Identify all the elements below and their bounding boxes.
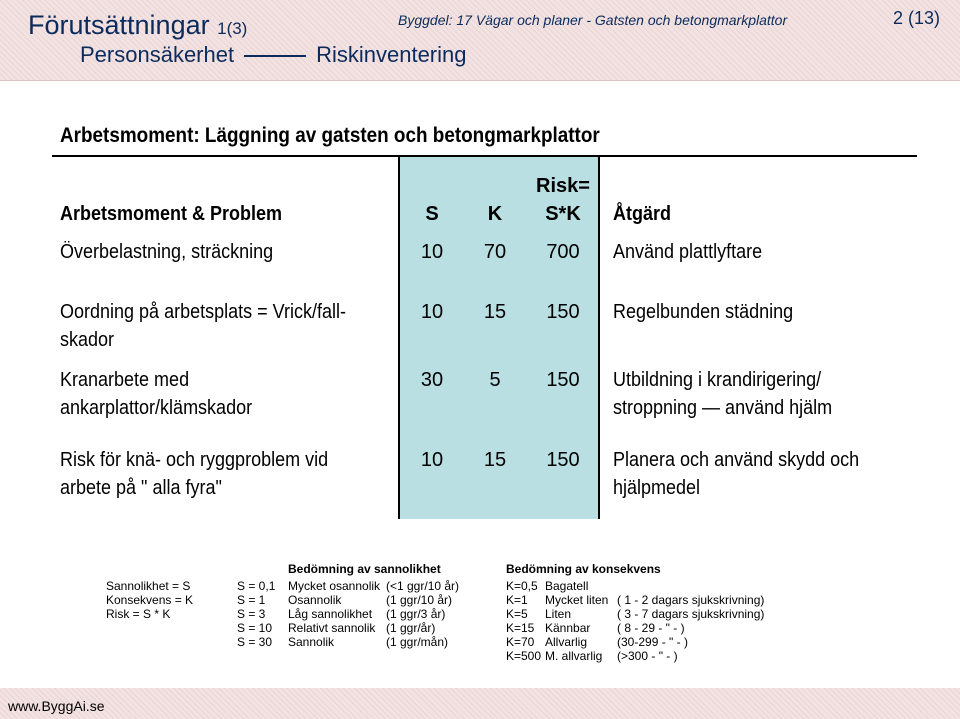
row-s: 30 bbox=[420, 369, 444, 391]
legend-prob-code: S = 30 bbox=[237, 635, 273, 649]
legend-cons-label: Bagatell bbox=[545, 579, 589, 593]
legend-prob-freq: (1 ggr/10 år) bbox=[386, 593, 453, 607]
legend-cons-label: Liten bbox=[545, 607, 572, 621]
row-action-cont: hjälpmedel bbox=[613, 477, 701, 499]
legend-cons-desc: ( 8 - 29 - " - ) bbox=[617, 621, 685, 635]
legend-def: Konsekvens = K bbox=[106, 593, 194, 607]
table-divider-left bbox=[398, 157, 400, 519]
row-action: Utbildning i krandirigering/ bbox=[613, 369, 822, 391]
legend-cons-desc: (30-299 - " - ) bbox=[617, 635, 688, 649]
legend-def: Sannolikhet = S bbox=[106, 579, 191, 593]
table-divider-right bbox=[598, 157, 600, 519]
section-title: Arbetsmoment: Läggning av gatsten och betongmarkplattor bbox=[60, 124, 600, 147]
title-dash bbox=[244, 55, 306, 57]
legend-cons-label: Allvarlig bbox=[545, 635, 588, 649]
title-part: 1(3) bbox=[217, 19, 248, 38]
legend-prob-label: Låg sannolikhet bbox=[288, 607, 373, 621]
legend-cons-code: K=5 bbox=[506, 607, 528, 621]
legend-cons-code: K=1 bbox=[506, 593, 528, 607]
row-action: Regelbunden städning bbox=[613, 301, 794, 323]
header-risk-line1: Risk= bbox=[536, 175, 590, 197]
legend-prob-code: S = 10 bbox=[237, 621, 273, 635]
legend-cons-code: K=500 bbox=[506, 649, 542, 663]
legend-cons-label: Kännbar bbox=[545, 621, 591, 635]
legend-prob-freq: (1 ggr/mån) bbox=[386, 635, 449, 649]
page-footer bbox=[0, 688, 960, 719]
row-risk: 700 bbox=[546, 241, 580, 263]
row-problem: Kranarbete med bbox=[60, 369, 190, 391]
legend-cons-label: Mycket liten bbox=[545, 593, 609, 607]
footer-url[interactable]: www.ByggAi.se bbox=[8, 698, 105, 714]
row-s: 10 bbox=[420, 449, 444, 471]
row-problem-cont: arbete på " alla fyra" bbox=[60, 477, 222, 499]
row-k: 5 bbox=[489, 369, 501, 391]
legend-prob-title: Bedömning av sannolikhet bbox=[288, 562, 441, 576]
row-problem-cont: ankarplattor/klämskador bbox=[60, 397, 253, 419]
row-k: 15 bbox=[483, 301, 507, 323]
legend-prob-label: Osannolik bbox=[288, 593, 342, 607]
row-problem: Överbelastning, sträckning bbox=[60, 241, 274, 263]
header-k: K bbox=[487, 203, 503, 225]
row-action: Planera och använd skydd och bbox=[613, 449, 860, 471]
title-line2-b: Riskinventering bbox=[316, 42, 467, 67]
legend-cons-label: M. allvarlig bbox=[545, 649, 603, 663]
legend-def: Risk = S * K bbox=[106, 607, 171, 621]
legend-prob-freq: (<1 ggr/10 år) bbox=[386, 579, 460, 593]
legend-cons-desc: (>300 - " - ) bbox=[617, 649, 678, 663]
header-s: S bbox=[425, 203, 439, 225]
row-problem: Risk för knä- och ryggproblem vid bbox=[60, 449, 329, 471]
row-risk: 150 bbox=[546, 449, 580, 471]
header-problem: Arbetsmoment & Problem bbox=[60, 203, 283, 225]
legend-cons-code: K=0,5 bbox=[506, 579, 538, 593]
header-risk-line2: S*K bbox=[545, 203, 581, 225]
row-action: Använd plattlyftare bbox=[613, 241, 763, 263]
page-title bbox=[28, 10, 247, 41]
row-action-cont: stroppning — använd hjälm bbox=[613, 397, 833, 419]
row-risk: 150 bbox=[546, 301, 580, 323]
title-main: Förutsättningar bbox=[28, 10, 210, 40]
legend-prob-label: Sannolik bbox=[288, 635, 335, 649]
legend-cons-desc: ( 1 - 2 dagars sjukskrivning) bbox=[617, 593, 765, 607]
legend-prob-freq: (1 ggr/år) bbox=[386, 621, 436, 635]
row-k: 15 bbox=[483, 449, 507, 471]
row-problem-cont: skador bbox=[60, 329, 115, 351]
legend-prob-code: S = 1 bbox=[237, 593, 266, 607]
legend-prob-label: Relativt sannolik bbox=[288, 621, 376, 635]
legend-prob-label: Mycket osannolik bbox=[288, 579, 381, 593]
document-subtitle: Byggdel: 17 Vägar och planer - Gatsten och betongmarkplattor bbox=[398, 12, 788, 28]
row-risk: 150 bbox=[546, 369, 580, 391]
legend-cons-desc: ( 3 - 7 dagars sjukskrivning) bbox=[617, 607, 765, 621]
legend-cons-code: K=15 bbox=[506, 621, 535, 635]
page-number: 2 (13) bbox=[892, 8, 940, 28]
row-problem: Oordning på arbetsplats = Vrick/fall- bbox=[60, 301, 346, 323]
legend-prob-freq: (1 ggr/3 år) bbox=[386, 607, 446, 621]
row-k: 70 bbox=[483, 241, 507, 263]
legend-prob-code: S = 0,1 bbox=[237, 579, 276, 593]
row-s: 10 bbox=[420, 301, 444, 323]
legend-prob-code: S = 3 bbox=[237, 607, 266, 621]
title-line2-a: Personsäkerhet bbox=[80, 42, 235, 67]
legend-cons-title: Bedömning av konsekvens bbox=[506, 562, 661, 576]
header-action: Åtgärd bbox=[613, 203, 672, 225]
legend-cons-code: K=70 bbox=[506, 635, 535, 649]
page-subtitle bbox=[80, 42, 467, 68]
row-s: 10 bbox=[420, 241, 444, 263]
